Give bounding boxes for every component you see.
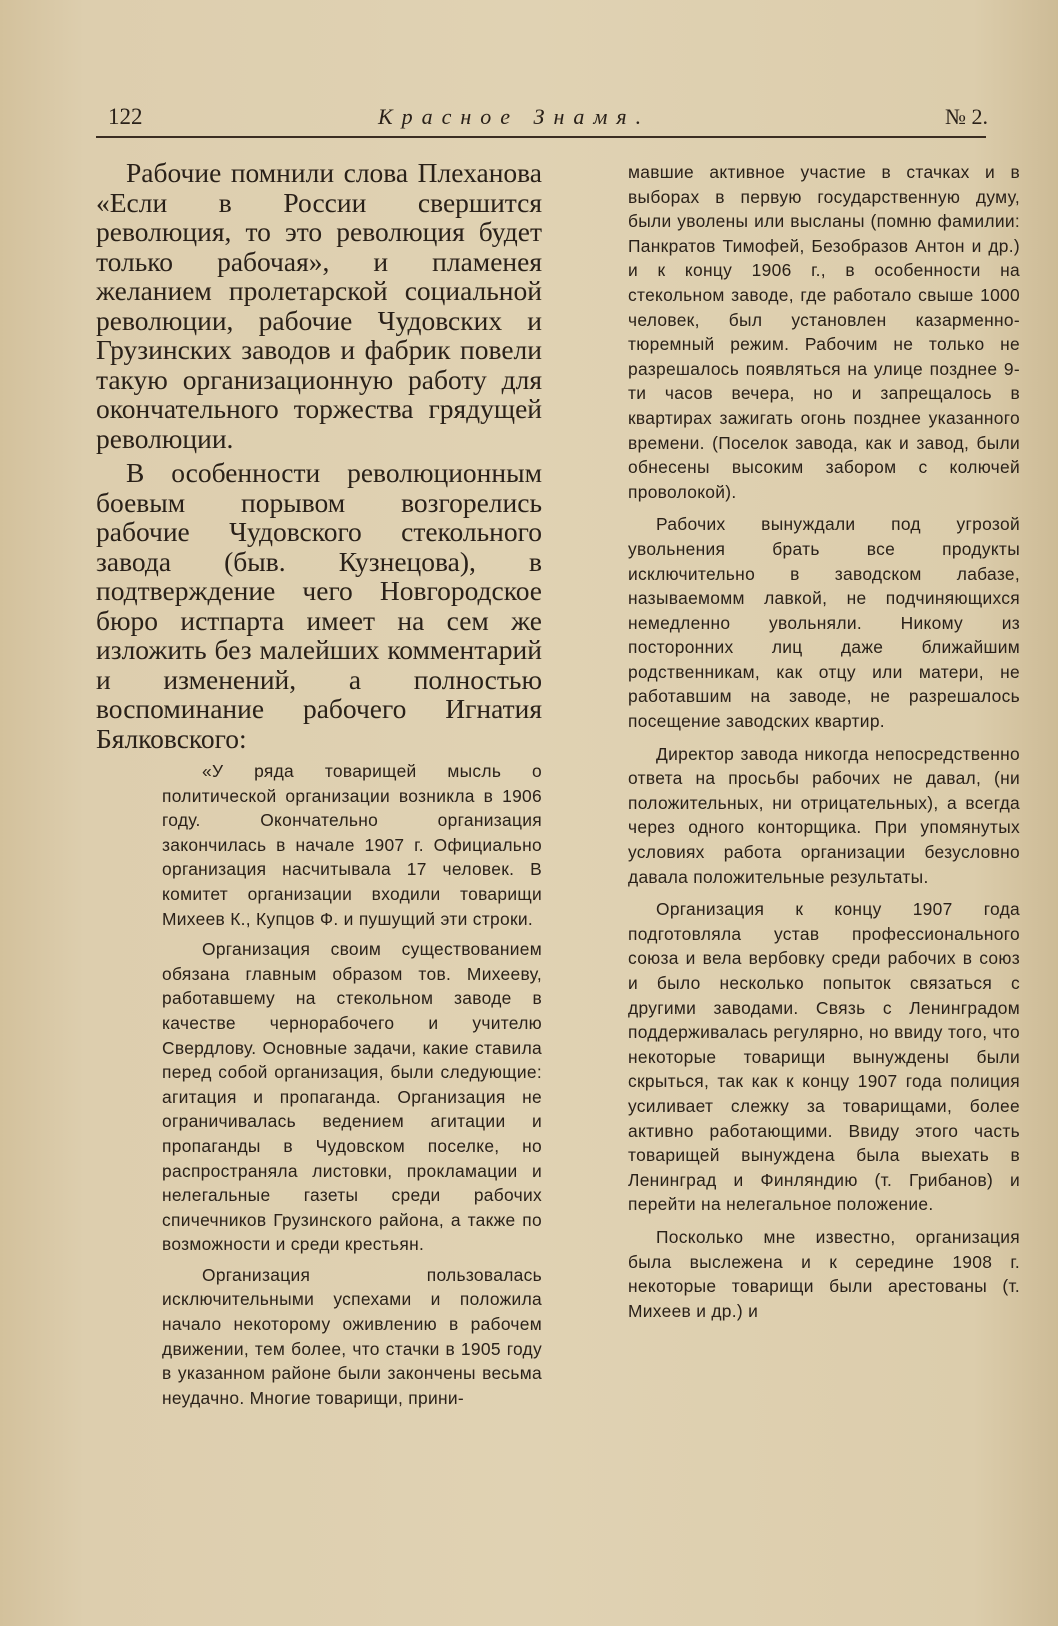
quote-paragraph: Организация пользовалась исключительными успехами и положила начало некоторому оживлению в рабочем движении, тем более, что стачки в 1905 году в указанном районе были закончены весьма неудачно. Многие товарищи, прини- [162, 1264, 542, 1408]
running-title: Красное Знамя. [378, 104, 651, 129]
lead-text [96, 158, 542, 753]
page-number: 122 [108, 104, 143, 129]
header-rule [96, 136, 986, 138]
continued-paragraph: мавшие активное участие в стачках и в выборах в первую государственную думу, были уволены или высланы (помню фамилии: Панкратов Тимофей, Безобразов Антон и др.) и к концу 1906 г., в особенности на стекольном заводе, где работало свыше 1000 человек, был установлен казарменно-тюремный режим. Рабочим не только не разрешалось появляться на улице позднее 9-ти часов вечера, но и запрещалось в квартирах зажигать огонь позднее указанного времени. (Поселок завода, как и завод, были обнесены высоким забором с колючей проволокой). [628, 162, 1020, 502]
lead-paragraph: Рабочие помнили слова Плеханова «Если в России свершится революция, то это революция будет только рабочая», и пламенея желанием пролетарской социальной революции, рабочие Чудовских и Грузинских заводов и фабрик повели такую организационную работу для окончательного торжества грядущей революции. [96, 157, 542, 454]
quoted-memoir [162, 759, 542, 1410]
left-column [96, 158, 542, 1416]
body-paragraph: Посколько мне известно, организация была выслежена и к середине 1908 г. некоторые товарищи были арестованы (т. Михеев и др.) и [628, 1226, 1020, 1321]
body-paragraph: Рабочих вынуждали под угрозой увольнения брать все продукты исключительно в заводском лабазе, называемомм лавкой, не подчиняющихся немедленно увольняли. Никому из посторонних лиц даже ближайшим родственникам, как отцу или матери, не работавшим на заводе, не разрешалось посещение заводских квартир. [628, 514, 1020, 732]
body-paragraph: Организация к концу 1907 года подготовляла устав профессионального союза и вела вербовку среди рабочих в союз и было несколько попыток связаться с другими заводами. Связь с Ленинградом поддерживалась регулярно, но ввиду того, что некоторые товарищи вынуждены были скрыться, так как к концу 1907 года полиция усиливает слежку за товарищами, более активно работающими. Ввиду этого часть товарищей вынуждена была выехать в Ленинград и Финляндию (т. Грибанов) и перейти на нелегальное положение. [628, 899, 1020, 1215]
quote-paragraph: Организация своим существованием обязана главным образом тов. Михееву, работавшему на стекольном заводе в качестве чернорабочего и учителю Свердлову. Основные задачи, какие ставила перед собой организация, были следующие: агитация и пропаганда. Организация не ограничивалась ведением агитации и пропаганды в Чудовском поселке, но распространяла листовки, прокламации и нелегальные газеты среди рабочих спичечников Грузинского района, а также по возможности и среди крестьян. [162, 939, 542, 1255]
body-paragraph: Директор завода никогда непосредственно ответа на просьбы рабочих не давал, (ни положительных, ни отрицательных), а всегда через одного конторщика. При упомянутых условиях работа организации безусловно давала положительные результаты. [628, 743, 1020, 887]
quote-paragraph: «У ряда товарищей мысль о политической организации возникла в 1906 году. Окончательно организация закончилась в начале 1907 г. Официально организация насчитывала 17 человек. В комитет организации входили товарищи Михеев К., Купцов Ф. и пушущий эти строки. [162, 761, 542, 929]
right-column [628, 160, 1020, 1331]
lead-paragraph: В особенности революционным боевым порывом возгорелись рабочие Чудовского стекольного завода (быв. Кузнецова), в подтверждение чего Новгородское бюро истпарта имеет на сем же изложить без малейших комментарий и изменений, а полностью воспоминание рабочего Игнатия Бялковского: [96, 457, 542, 754]
page-header [108, 104, 988, 138]
issue-number: № 2. [945, 104, 988, 129]
